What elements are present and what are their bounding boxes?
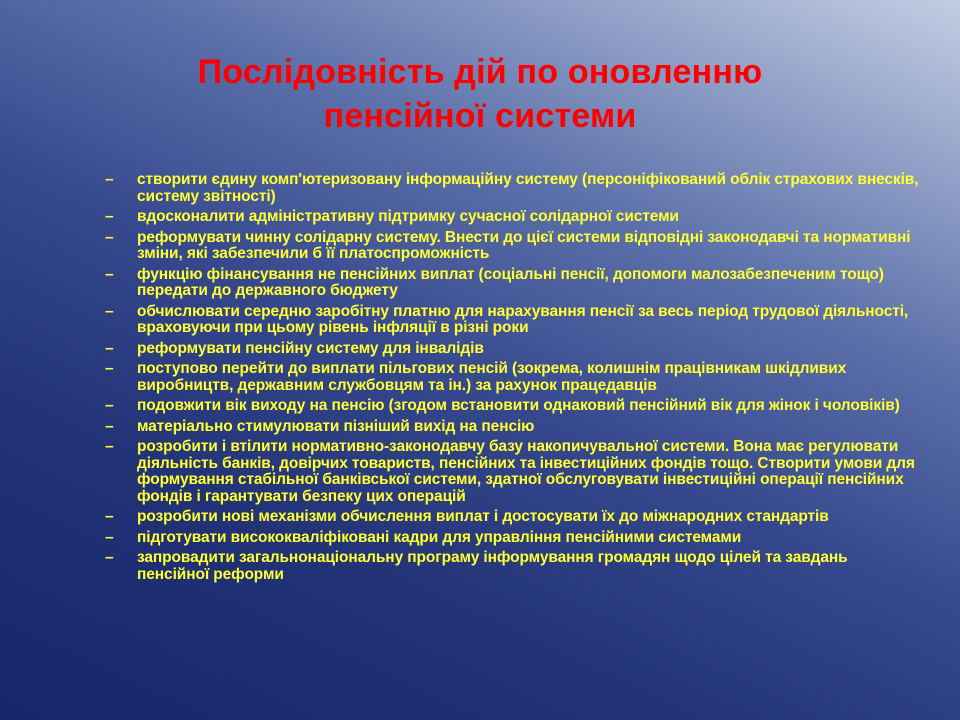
bullet-dash: – bbox=[105, 528, 114, 546]
bullet-text: функцію фінансування не пенсійних виплат (соціальні пенсії, допомоги малозабезпеченим тощо) передати до державного бюджету bbox=[137, 265, 884, 299]
bullet-text: підготувати висококваліфіковані кадри для управління пенсійними системами bbox=[137, 528, 742, 546]
bullet-item bbox=[105, 439, 920, 505]
bullet-dash: – bbox=[105, 171, 114, 188]
slide-title bbox=[60, 50, 900, 138]
bullet-text: матеріально стимулювати пізніший вихід на пенсію bbox=[137, 417, 535, 435]
bullet-list bbox=[105, 172, 920, 587]
bullet-item bbox=[105, 530, 920, 547]
bullet-text: реформувати пенсійну систему для інвалідів bbox=[137, 339, 484, 357]
slide-title-line-2: пенсійної системи bbox=[323, 97, 637, 135]
bullet-item bbox=[105, 267, 920, 300]
bullet-dash: – bbox=[105, 549, 114, 566]
bullet-item bbox=[105, 550, 920, 583]
bullet-text: поступово перейти до виплати пільгових пенсій (зокрема, колишнім працівникам шкідливих виробництв, державним службовцям та ін.) за рахунок працедавців bbox=[137, 360, 847, 394]
bullet-dash: – bbox=[105, 339, 114, 357]
bullet-text: розробити і втілити нормативно-законодавчу базу накопичувальної системи. Вона має регулювати діяльність банків, довірчих товариств, пенсійних та інвестиційних фондів тощо. Створити умови для формування стабільної банківської системи, здатної обслуговувати інвестиційні операції пенсійних фондів і гарантувати безпеку цих операцій bbox=[137, 438, 915, 505]
bullet-item bbox=[105, 304, 920, 337]
bullet-item bbox=[105, 172, 920, 205]
bullet-dash: – bbox=[105, 397, 114, 414]
slide-title-line-1: Послідовність дій по оновленню bbox=[197, 53, 763, 91]
bullet-item bbox=[105, 419, 920, 436]
bullet-dash: – bbox=[105, 302, 114, 320]
bullet-item bbox=[105, 209, 920, 226]
bullet-item bbox=[105, 361, 920, 394]
bullet-text: обчислювати середню заробітну платню для нарахування пенсії за весь період трудової діяльності, враховуючи при цьому рівень інфляції в різні роки bbox=[137, 302, 909, 336]
bullet-dash: – bbox=[105, 208, 114, 225]
bullet-dash: – bbox=[105, 508, 114, 525]
bullet-dash: – bbox=[105, 417, 114, 435]
bullet-item bbox=[105, 341, 920, 358]
bullet-item bbox=[105, 398, 920, 415]
bullet-text: розробити нові механізми обчислення виплат і достосувати їх до міжнародних стандартів bbox=[137, 508, 829, 525]
bullet-item bbox=[105, 509, 920, 526]
bullet-text: запровадити загальнонаціональну програму інформування громадян щодо цілей та завдань пенсійної реформи bbox=[137, 549, 848, 583]
bullet-text: вдосконалити адміністративну підтримку сучасної солідарної системи bbox=[137, 208, 679, 225]
bullet-dash: – bbox=[105, 438, 114, 455]
bullet-dash: – bbox=[105, 228, 114, 246]
bullet-text: подовжити вік виходу на пенсію (згодом встановити однаковий пенсійний вік для жінок і чоловіків) bbox=[137, 397, 900, 414]
bullet-dash: – bbox=[105, 360, 114, 377]
bullet-text: реформувати чинну солідарну систему. Внести до цієї системи відповідні законодавчі та нормативні зміни, які забезпечили б її платоспроможність bbox=[137, 228, 911, 262]
bullet-text: створити єдину комп'ютеризовану інформаційну систему (персоніфікований облік страхових внесків, систему звітності) bbox=[137, 171, 919, 205]
bullet-item bbox=[105, 230, 920, 263]
bullet-dash: – bbox=[105, 265, 114, 283]
